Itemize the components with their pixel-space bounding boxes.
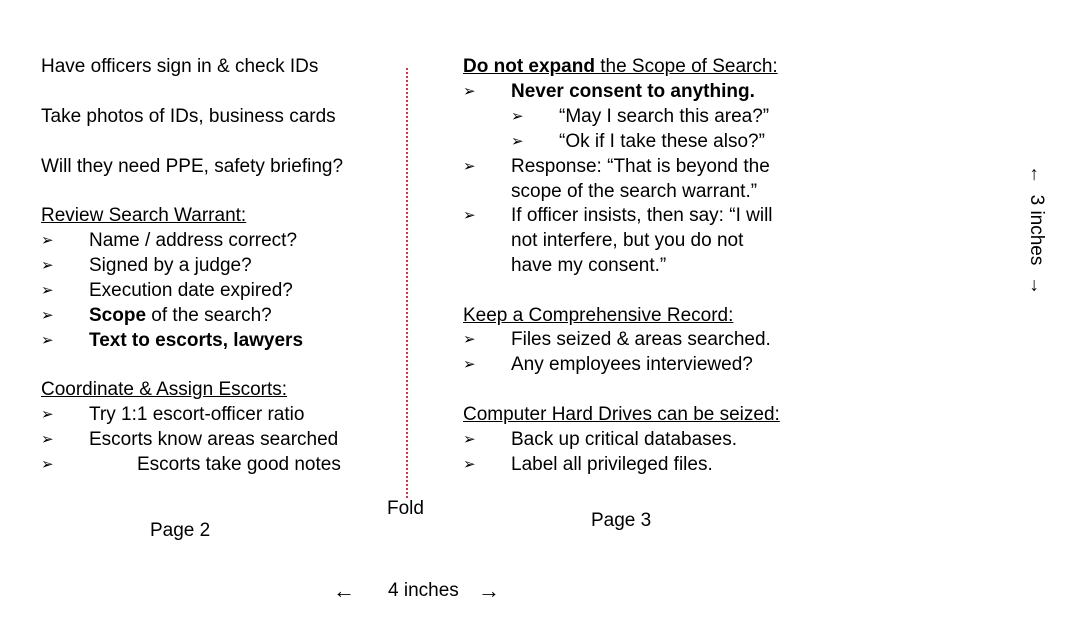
bullet-arrow-icon: ➢: [41, 307, 54, 324]
left-arrow-icon: ←: [333, 578, 355, 603]
scope-heading-rest: the Scope of Search:: [594, 56, 778, 77]
bullet-arrow-icon: ➢: [463, 207, 476, 224]
bullet-arrow-icon: ➢: [463, 456, 476, 473]
fold-line: [406, 68, 408, 498]
record-item: Any employees interviewed?: [511, 354, 753, 375]
hard-drives-item: Back up critical databases.: [511, 429, 738, 450]
instruction-sign-in: Have officers sign in & check IDs: [41, 56, 319, 77]
bullet-arrow-icon: ➢: [41, 257, 54, 274]
up-arrow-icon: ←: [1026, 165, 1047, 185]
scope-bold-text: Scope: [89, 305, 147, 326]
record-item: Files seized & areas searched.: [511, 329, 771, 350]
page-3-label: Page 3: [591, 510, 652, 531]
height-label: 3 inches: [1026, 194, 1047, 266]
never-consent: Never consent to anything.: [511, 81, 755, 102]
bullet-arrow-icon: ➢: [41, 431, 54, 448]
review-item: Name / address correct?: [89, 230, 298, 251]
bullet-arrow-icon: ➢: [463, 83, 476, 100]
response-line: scope of the search warrant.”: [511, 181, 758, 202]
bullet-arrow-icon: ➢: [41, 332, 54, 349]
record-heading: Keep a Comprehensive Record:: [463, 305, 734, 326]
hard-drives-item: Label all privileged files.: [511, 454, 713, 475]
review-item-text-escorts: Text to escorts, lawyers: [89, 330, 304, 351]
review-item: Execution date expired?: [89, 280, 293, 301]
coord-item: Escorts know areas searched: [89, 429, 339, 450]
bullet-arrow-icon: ➢: [463, 356, 476, 373]
bullet-arrow-icon: ➢: [463, 331, 476, 348]
coordinate-escorts-heading: Coordinate & Assign Escorts:: [41, 379, 288, 400]
review-item: Signed by a judge?: [89, 255, 252, 276]
instruction-photos: Take photos of IDs, business cards: [41, 106, 336, 127]
bullet-arrow-icon: ➢: [511, 133, 524, 150]
response-line: Response: “That is beyond the: [511, 156, 770, 177]
insist-line: If officer insists, then say: “I will: [511, 205, 773, 226]
review-item-scope: [89, 303, 272, 328]
bullet-arrow-icon: ➢: [41, 406, 54, 423]
bullet-arrow-icon: ➢: [41, 282, 54, 299]
width-label: 4 inches: [388, 580, 459, 601]
hard-drives-heading: Computer Hard Drives can be seized:: [463, 404, 780, 425]
review-warrant-heading: Review Search Warrant:: [41, 205, 247, 226]
sub-item: “Ok if I take these also?”: [559, 131, 765, 152]
bullet-arrow-icon: ➢: [41, 232, 54, 249]
insist-line: not interfere, but you do not: [511, 230, 744, 251]
height-dimension: [1025, 165, 1047, 295]
down-arrow-icon: →: [1026, 275, 1047, 295]
coord-item: Escorts take good notes: [137, 454, 341, 475]
scope-heading-bold: Do not expand: [463, 56, 595, 77]
scope-heading: [463, 54, 778, 79]
sub-item: “May I search this area?”: [559, 106, 770, 127]
insist-line: have my consent.”: [511, 255, 667, 276]
instruction-ppe: Will they need PPE, safety briefing?: [41, 156, 344, 177]
right-arrow-icon: →: [478, 578, 500, 603]
scope-rest-text: of the search?: [146, 305, 272, 326]
bullet-arrow-icon: ➢: [41, 456, 54, 473]
bullet-arrow-icon: ➢: [463, 431, 476, 448]
bullet-arrow-icon: ➢: [463, 158, 476, 175]
bullet-arrow-icon: ➢: [511, 108, 524, 125]
fold-label: Fold: [387, 498, 424, 519]
page-2-label: Page 2: [150, 520, 211, 541]
coord-item: Try 1:1 escort-officer ratio: [89, 404, 305, 425]
